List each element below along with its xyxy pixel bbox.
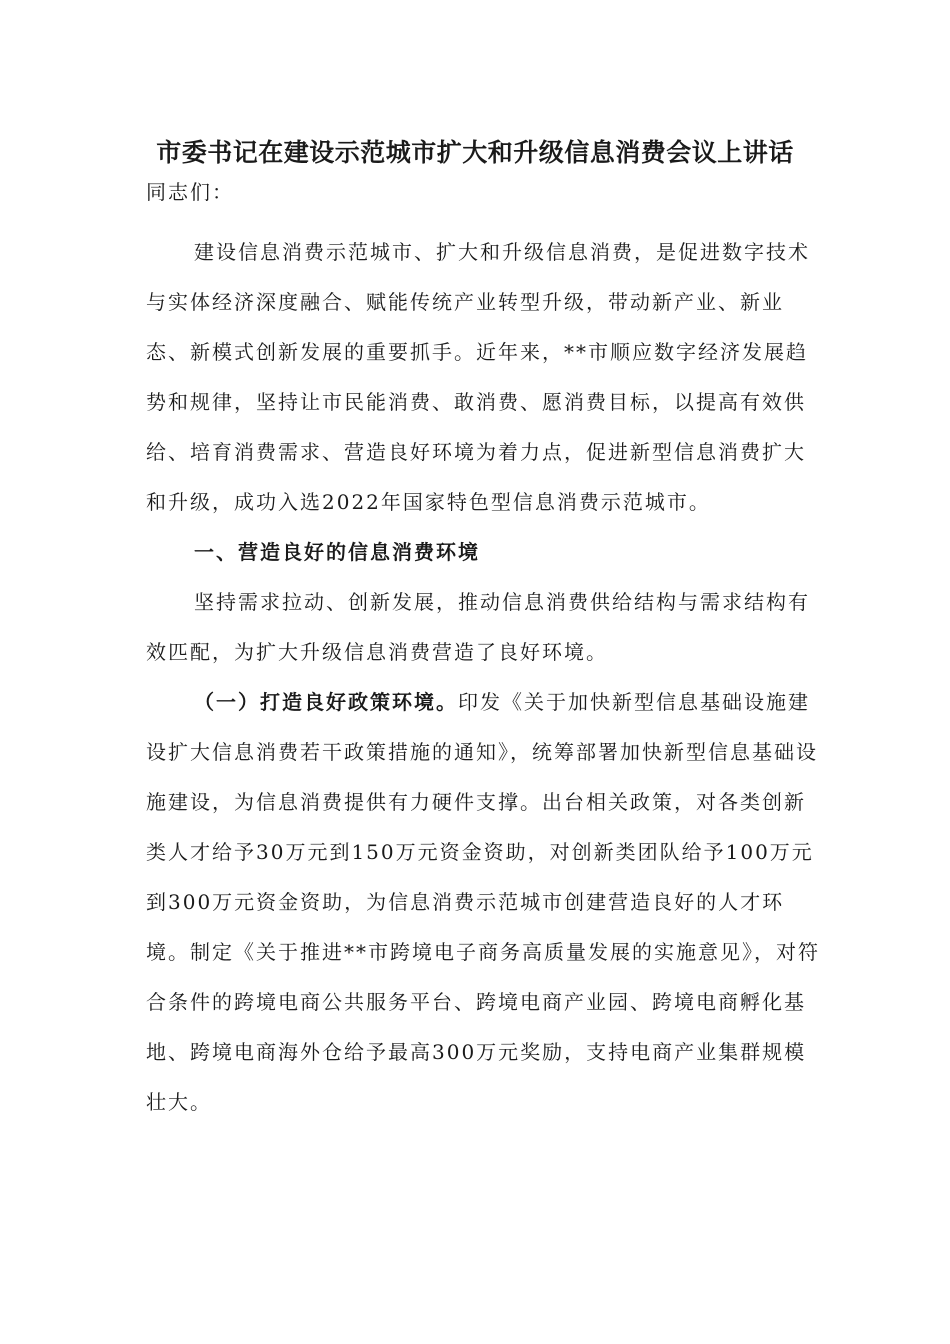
intro-paragraph: 建设信息消费示范城市、扩大和升级信息消费，是促进数字技术与实体经济深度融合、赋能传统产业转型升级，带动新产业、新业态、新模式创新发展的重要抓手。近年来，**市顺应数字经济发展趋势和规律，坚持让市民能消费、敢消费、愿消费目标，以提高有效供给、培育消费需求、营造良好环境为着力点，促进新型信息消费扩大和升级，成功入选2022年国家特色型信息消费示范城市。 bbox=[146, 240, 810, 514]
greeting: 同志们： bbox=[146, 180, 234, 204]
document-body bbox=[146, 177, 822, 1127]
subsection-1-paragraph bbox=[146, 677, 822, 1127]
document-title: 市委书记在建设示范城市扩大和升级信息消费会议上讲话 bbox=[156, 138, 794, 167]
subsection-1-text: 印发《关于加快新型信息基础设施建设扩大信息消费若干政策措施的通知》，统筹部署加快新型信息基础设施建设，为信息消费提供有力硬件支撑。出台相关政策，对各类创新类人才给予30万元到150万元资金资助，对创新类团队给予100万元到300万元资金资助，为信息消费示范城市创建营造良好的人才环境。制定《关于推进**市跨境电子商务高质量发展的实施意见》，对符合条件的跨境电商公共服务平台、跨境电商产业园、跨境电商孵化基地、跨境电商海外仓给予最高300万元奖励，支持电商产业集群规模壮大。 bbox=[146, 690, 820, 1114]
section-1-heading: 一、营造良好的信息消费环境 bbox=[194, 540, 480, 564]
subsection-1-heading: （一）打造良好政策环境。 bbox=[194, 690, 458, 714]
section-1-paragraph: 坚持需求拉动、创新发展，推动信息消费供给结构与需求结构有效匹配，为扩大升级信息消费营造了良好环境。 bbox=[146, 590, 810, 664]
